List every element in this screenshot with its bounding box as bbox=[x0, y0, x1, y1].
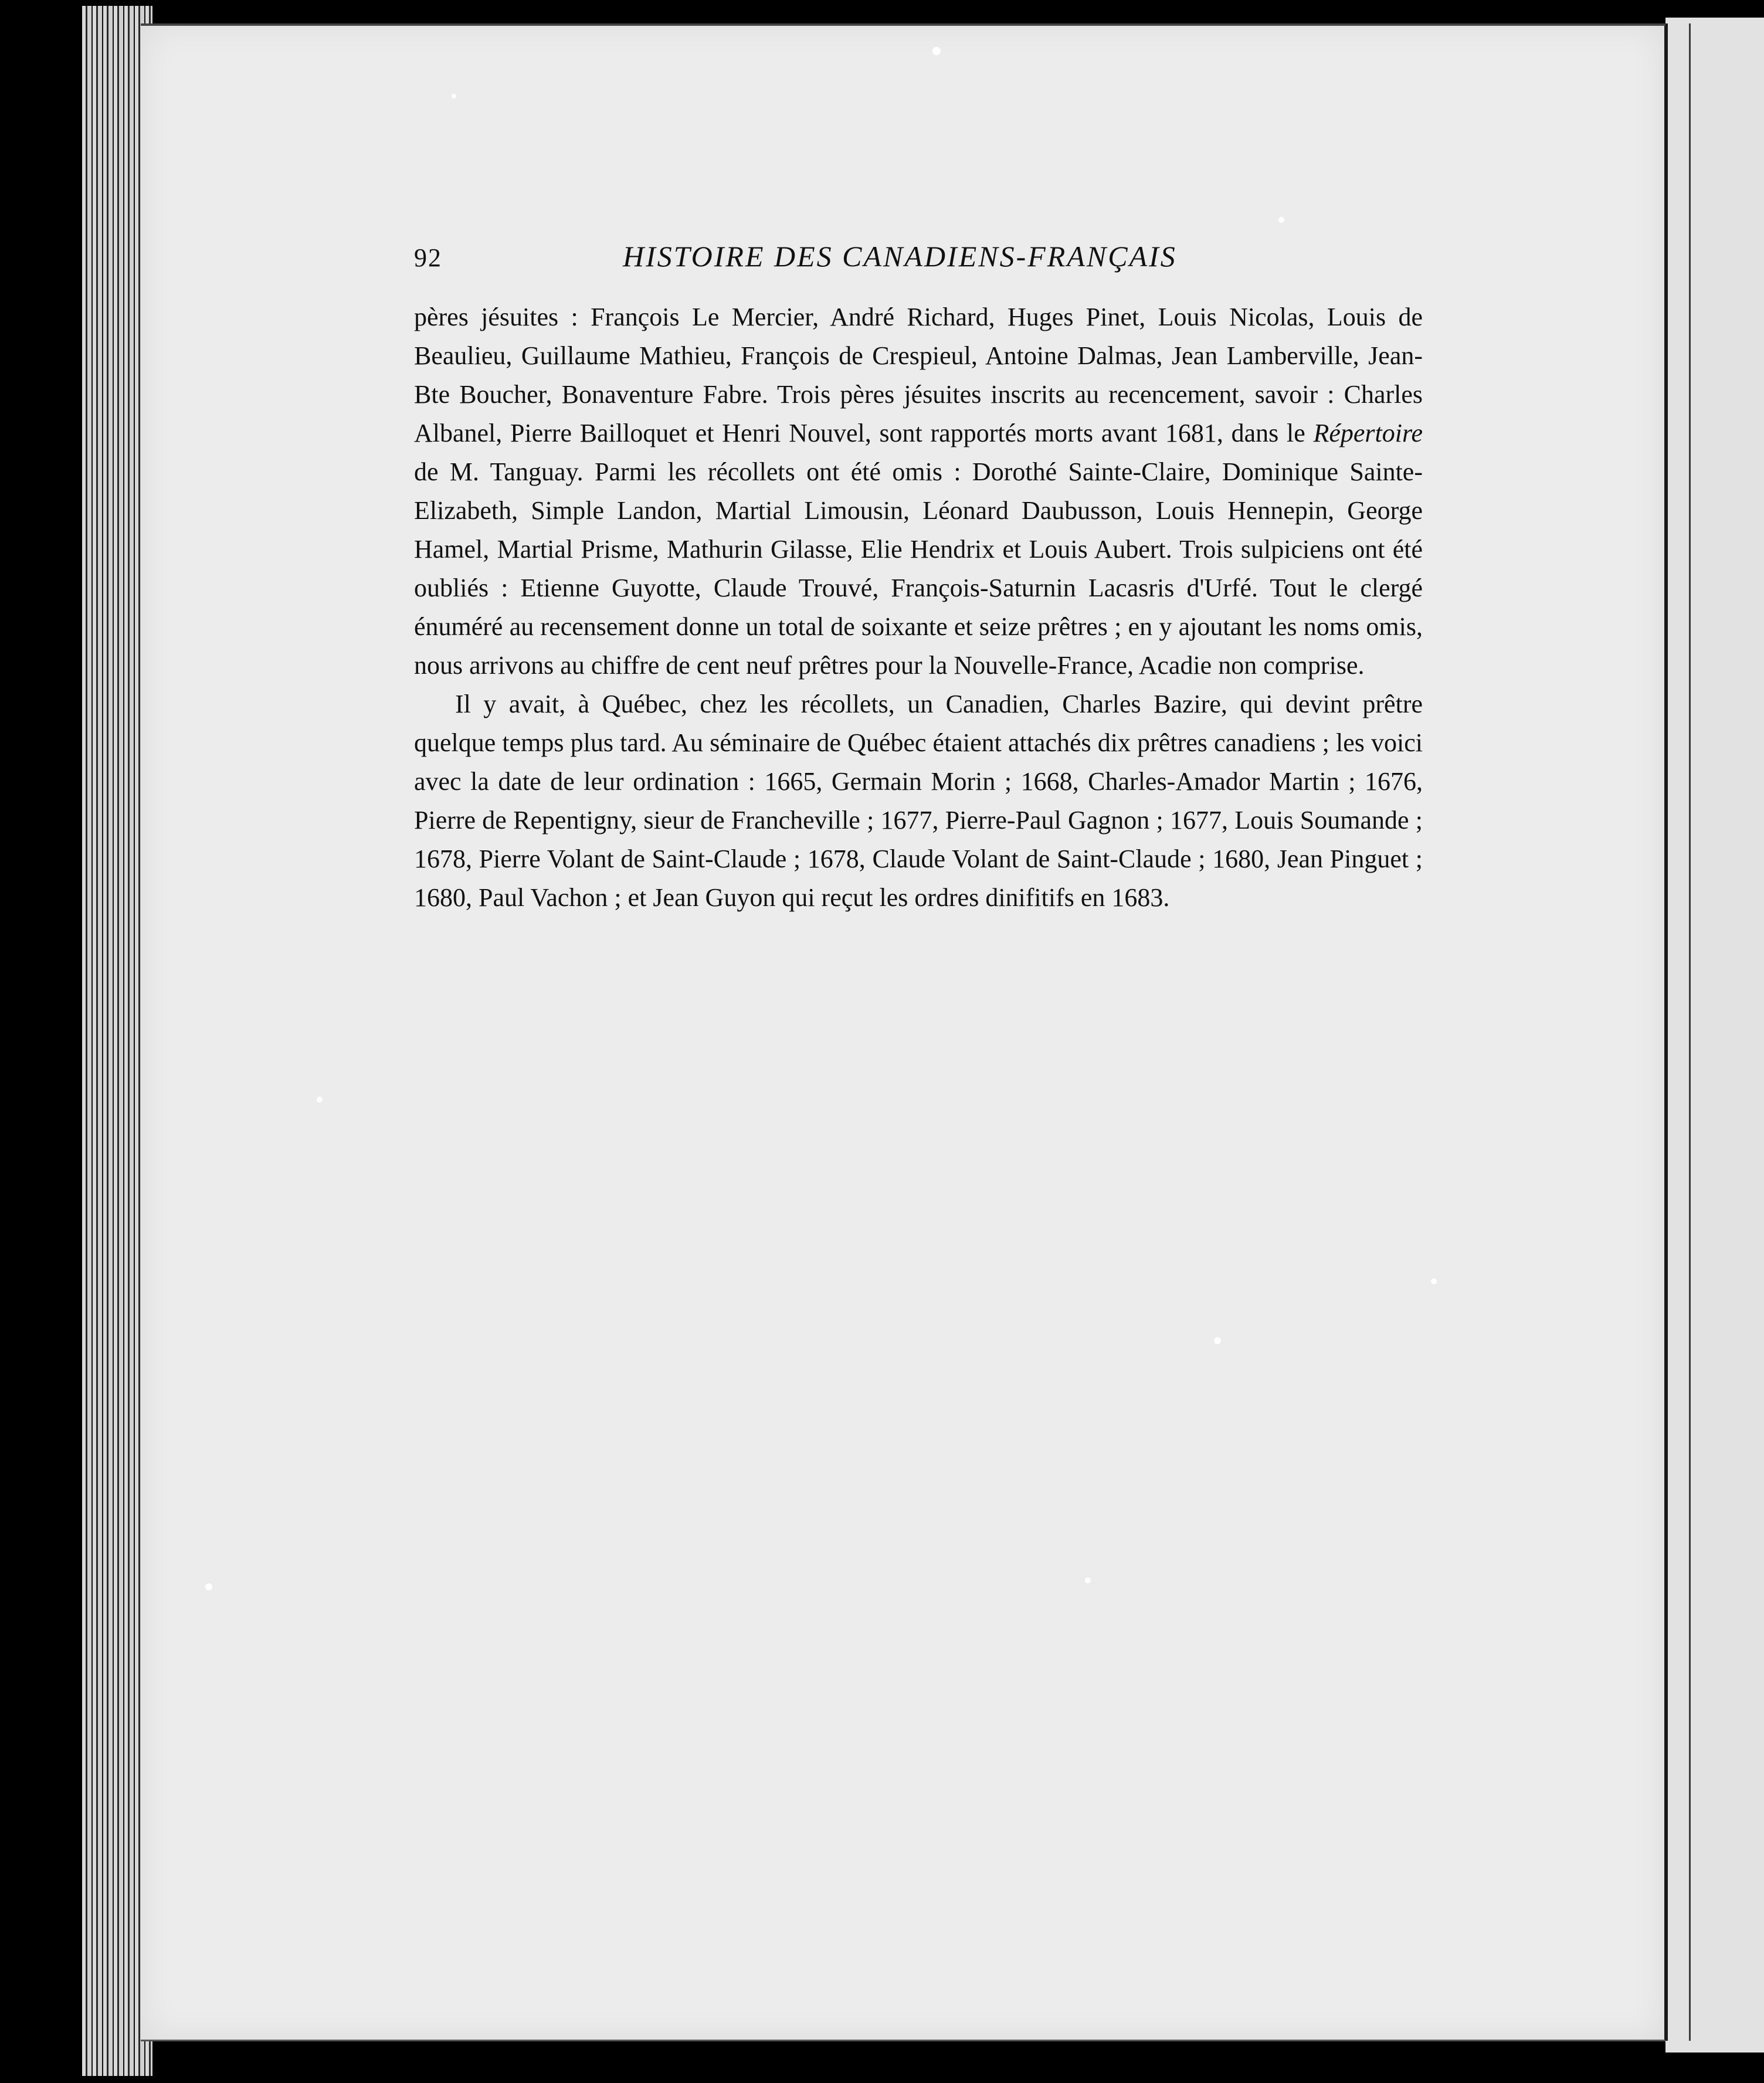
gutter-line-secondary bbox=[1689, 23, 1691, 2041]
gutter-line bbox=[1664, 23, 1668, 2041]
scan-speck bbox=[1431, 1278, 1437, 1284]
paragraph-1 bbox=[414, 298, 1423, 685]
scan-speck bbox=[452, 94, 456, 99]
scan-speck bbox=[932, 47, 941, 55]
paragraph-1-text: pères jésuites : François Le Mercier, André Richard, Huges Pinet, Louis Nicolas, Louis de Beaulieu, Guillaume Mathieu, François de Crespieul, Antoine Dalmas, Jean Lamberville, Jean-Bte Boucher, Bonaventure Fabre. Trois pères jésuites inscrits au recencement, savoir : Charles Albanel, Pierre Bailloquet et Henri Nouvel, sont rapportés morts avant 1681, dans le bbox=[414, 303, 1423, 447]
paragraph-1-italic: Répertoire bbox=[1313, 419, 1423, 447]
scan-speck bbox=[317, 1097, 323, 1102]
paragraph-2: Il y avait, à Québec, chez les récollets, un Canadien, Charles Bazire, qui devint prêtre quelque temps plus tard. Au séminaire de Québec étaient attachés dix prêtres canadiens ; les voici avec la date de leur ordination : 1665, Germain Morin ; 1668, Charles-Amador Martin ; 1676, Pierre de Repentigny, sieur de Francheville ; 1677, Pierre-Paul Gagnon ; 1677, Louis Soumande ; 1678, Pierre Volant de Saint-Claude ; 1678, Claude Volant de Saint-Claude ; 1680, Jean Pinguet ; 1680, Paul Vachon ; et Jean Guyon qui reçut les ordres dinifitifs en 1683. bbox=[414, 690, 1423, 912]
page-number: 92 bbox=[414, 243, 442, 272]
scan-speck bbox=[1214, 1337, 1221, 1344]
scan-speck bbox=[205, 1583, 212, 1590]
scan-speck bbox=[1278, 217, 1284, 223]
page-top-edge bbox=[141, 23, 1665, 26]
running-title: HISTOIRE DES CANADIENS-FRANÇAIS bbox=[623, 240, 1177, 273]
facing-page-strip bbox=[1665, 18, 1764, 2053]
scan-speck bbox=[1085, 1577, 1091, 1583]
paragraph-1-rest: de M. Tanguay. Parmi les récollets ont été omis : Dorothé Sainte-Claire, Dominique Sainte-Elizabeth, Simple Landon, Martial Limousin, Léonard Daubusson, Louis Hennepin, George Hamel, Martial Prisme, Mathurin Gilasse, Elie Hendrix et Louis Aubert. Trois sulpiciens ont été oubliés : Etienne Guyotte, Claude Trouvé, François-Saturnin Lacasris d'Urfé. Tout le clergé énuméré au recensement donne un total de soixante et seize prêtres ; en y ajoutant les noms omis, nous arrivons au chiffre de cent neuf prêtres pour la Nouvelle-France, Acadie non comprise. bbox=[414, 457, 1423, 680]
page-header bbox=[414, 235, 1423, 281]
page-bottom-edge bbox=[141, 2040, 1665, 2041]
body-text bbox=[414, 298, 1423, 917]
